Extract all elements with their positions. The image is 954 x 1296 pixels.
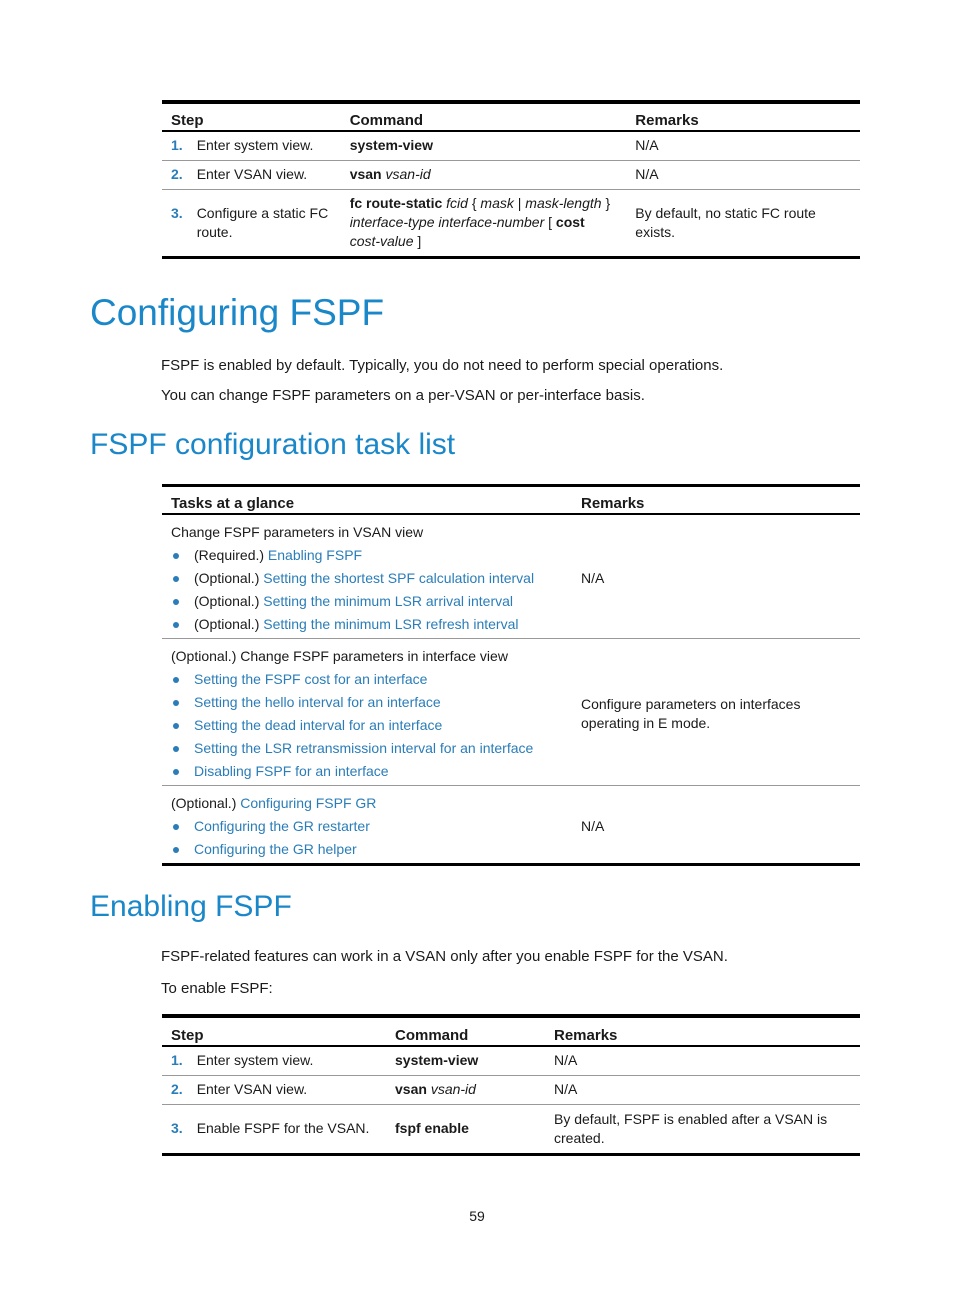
group-intro: (Optional.) Configuring FSPF GR	[171, 795, 377, 811]
paragraph: To enable FSPF:	[161, 980, 273, 997]
list-item: (Optional.) Setting the minimum LSR refresh interval	[171, 613, 563, 636]
column-header-step: Step	[171, 112, 204, 129]
step-description: Enter system view.	[196, 1052, 314, 1069]
step-remarks: By default, FSPF is enabled after a VSAN is created.	[554, 1110, 828, 1146]
task-link[interactable]: Enabling FSPF	[267, 547, 363, 563]
section-title-configuring-fspf: Configuring FSPF	[90, 292, 385, 333]
task-link[interactable]: Setting the minimum LSR arrival interval	[263, 593, 514, 609]
step-remarks: N/A	[554, 1081, 578, 1097]
paragraph: You can change FSPF parameters on a per-VSAN or per-interface basis.	[161, 387, 645, 404]
task-link[interactable]: Setting the FSPF cost for an interface	[194, 671, 428, 687]
task-list-table	[162, 484, 860, 866]
section-title-enabling-fspf: Enabling FSPF	[90, 890, 292, 923]
list-item: (Optional.) Setting the minimum LSR arrival interval	[171, 590, 563, 613]
step-number: 1.	[171, 1052, 183, 1069]
step-number: 3.	[171, 204, 183, 221]
task-remarks: Configure parameters on interfaces operating in E mode.	[581, 696, 801, 731]
page-number: 59	[469, 1208, 485, 1224]
table-row	[162, 1046, 860, 1075]
step-remarks: N/A	[635, 166, 659, 182]
table-row	[162, 189, 860, 257]
step-description: Enter VSAN view.	[196, 1081, 308, 1097]
step-remarks: N/A	[554, 1052, 578, 1069]
paragraph: FSPF-related features can work in a VSAN only after you enable FSPF for the VSAN.	[161, 948, 728, 965]
column-header-step: Step	[171, 1027, 204, 1044]
task-link[interactable]: Setting the minimum LSR refresh interval	[263, 616, 519, 632]
list-item	[171, 691, 563, 714]
table-row	[162, 131, 860, 160]
task-link[interactable]: Setting the hello interval for an interface	[194, 694, 441, 710]
step-description: Configure a static FC route.	[196, 204, 329, 240]
step-description: Enable FSPF for the VSAN.	[196, 1120, 370, 1136]
step-number: 1.	[171, 137, 183, 154]
task-link[interactable]: Setting the LSR retransmission interval for an interface	[194, 740, 534, 756]
table-row	[162, 639, 860, 786]
list-item	[171, 714, 563, 737]
table-row	[162, 514, 860, 639]
column-header-remarks: Remarks	[581, 495, 645, 512]
step-remarks: N/A	[635, 137, 659, 154]
command-keyword: system-view	[395, 1052, 479, 1069]
paragraph: FSPF is enabled by default. Typically, you do not need to perform special operations.	[161, 357, 724, 374]
step-number: 2.	[171, 1081, 183, 1097]
task-link[interactable]: Disabling FSPF for an interface	[194, 763, 389, 779]
section-title-task-list: FSPF configuration task list	[90, 428, 456, 461]
command-keyword: fspf enable	[395, 1120, 469, 1136]
step-number: 3.	[171, 1120, 183, 1136]
step-description: Enter VSAN view.	[196, 166, 308, 182]
task-link[interactable]: Configuring FSPF GR	[240, 795, 377, 811]
group-intro: Change FSPF parameters in VSAN view	[171, 524, 424, 540]
group-intro: (Optional.) Change FSPF parameters in interface view	[171, 648, 508, 664]
table-row	[162, 786, 860, 865]
list-item: (Required.) Enabling FSPF	[171, 544, 563, 567]
command-syntax: fc route-static fcid { mask | mask-length } interface-type interface-number [ cost cost-value ]	[349, 195, 611, 249]
list-item	[171, 838, 563, 861]
static-route-steps-table	[162, 100, 860, 259]
table-row	[162, 1075, 860, 1104]
command-keyword: system-view	[349, 137, 433, 154]
step-number: 2.	[171, 166, 183, 182]
step-remarks: By default, no static FC route exists.	[635, 204, 816, 240]
command-keyword: vsan	[395, 1081, 427, 1097]
list-item	[171, 668, 563, 691]
column-header-remarks: Remarks	[554, 1027, 618, 1044]
table-row	[162, 160, 860, 189]
task-link[interactable]: Setting the dead interval for an interface	[194, 717, 443, 733]
list-item: (Optional.) Setting the shortest SPF calculation interval	[171, 567, 563, 590]
task-link[interactable]: Setting the shortest SPF calculation interval	[263, 570, 535, 586]
step-description: Enter system view.	[196, 137, 314, 154]
task-remarks: N/A	[581, 570, 605, 586]
column-header-remarks: Remarks	[635, 112, 699, 129]
task-link[interactable]: Configuring the GR restarter	[194, 818, 370, 834]
column-header-command: Command	[395, 1027, 469, 1044]
command-keyword: vsan	[349, 166, 382, 182]
enable-fspf-steps-table	[162, 1014, 860, 1156]
list-item	[171, 815, 563, 838]
list-item	[171, 760, 563, 783]
command-argument: vsan-id	[430, 1081, 476, 1097]
command-argument: vsan-id	[385, 166, 431, 182]
column-header-tasks: Tasks at a glance	[171, 495, 295, 512]
table-row	[162, 1104, 860, 1154]
column-header-command: Command	[349, 112, 424, 129]
list-item	[171, 737, 563, 760]
task-link[interactable]: Configuring the GR helper	[194, 841, 357, 857]
task-remarks: N/A	[581, 818, 605, 834]
